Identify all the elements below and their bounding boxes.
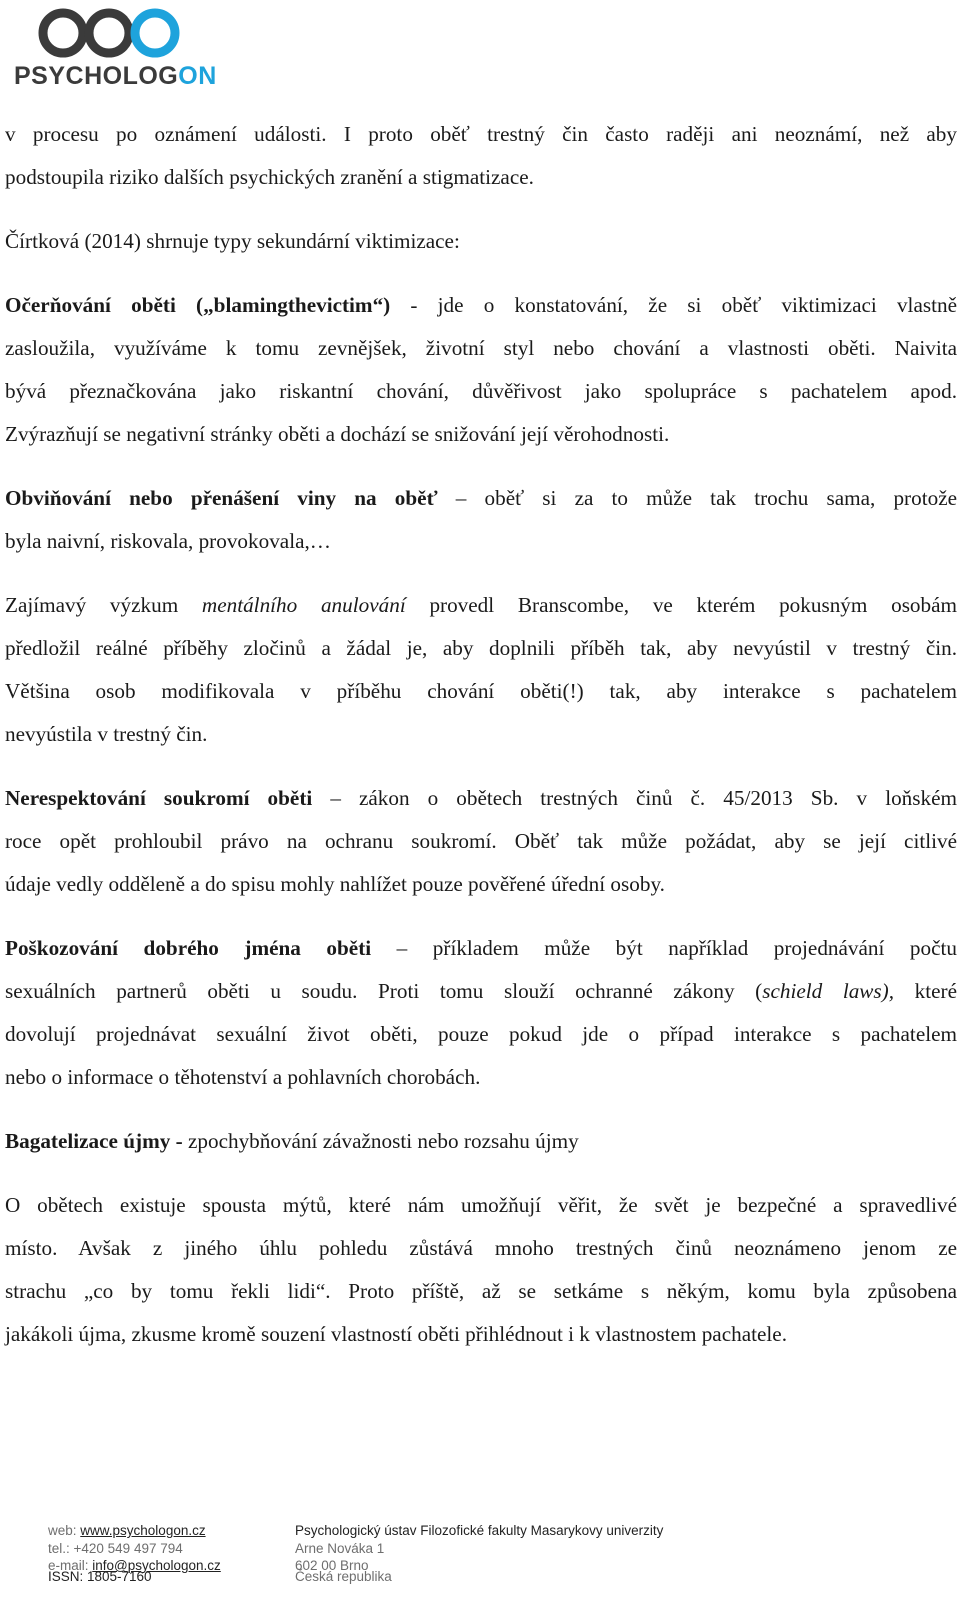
footer-contact: web: www.psychologon.cz tel.: +420 549 497 794 e-mail: info@psychologon.cz — [48, 1522, 288, 1575]
article-body — [5, 113, 957, 1377]
web-link[interactable]: www.psychologon.cz — [80, 1523, 206, 1538]
country: Česká republika — [295, 1569, 392, 1584]
institution-name: Psychologický ústav Filozofické fakulty Masarykovy univerzity — [295, 1523, 664, 1538]
term-trivialization: Bagatelizace újmy - — [5, 1129, 183, 1153]
term-privacy: Nerespektování soukromí oběti — [5, 786, 313, 810]
logo-wordmark: PSYCHOLOGON — [14, 62, 217, 90]
paragraph-mental-undoing: Zajímavý výzkum mentálního anulování provedl Branscombe, ve kterém pokusným osobám předložil reálné příběhy zločinů a žádal je, aby doplnili příběh tak, aby nevyústil v trestný čin. Většina osob modifikovala v příběhu chování oběti(!) tak, aby interakce s pachatelem nevyústila v trestný čin. — [5, 593, 958, 746]
paragraph-conclusion: O obětech existuje spousta mýtů, které nám umožňují věřit, že svět je bezpečné a spravedlivé místo. Avšak z jiného úhlu pohledu zůstává mnoho trestných činů neoznámeno jenom ze strachu „co by tomu řekli lidi“. Proto příště, až se setkáme s někým, komu byla způsobena jakákoli újma, zkusme kromě souzení vlastností oběti přihlédnout i k vlastnostem pachatele. — [5, 1193, 957, 1346]
paragraph-types-heading: Čírtková (2014) shrnuje typy sekundární viktimizace: — [5, 229, 460, 253]
paragraph-intro: v procesu po oznámení události. I proto oběť trestný čin často raději ani neoznámí, než aby podstoupila riziko dalších psychických zranění a stigmatizace. — [5, 122, 957, 189]
paragraph-guilt-transfer: Obviňování nebo přenášení viny na oběť – oběť si za to může tak trochu sama, protože byla naivní, riskovala, provokovala,… — [5, 486, 957, 553]
footer-address — [295, 1522, 855, 1575]
paragraph-reputation: Poškozování dobrého jména oběti – příkladem může být například projednávání počtu sexuálních partnerů oběti u soudu. Proti tomu slouží ochranné zákony (schield laws), které dovolují projednávat sexuální život oběti, pouze pokud jde o případ interakce s pachatelem nebo o informace o těhotenství a pohlavních chorobách. — [5, 936, 957, 1089]
issn: ISSN: 1805-7160 — [48, 1569, 152, 1584]
city-address: 602 00 Brno — [295, 1558, 369, 1573]
term-blaming: Očerňování oběti („blamingthevictim“) — [5, 293, 391, 317]
term-shield-laws: schield laws), — [762, 979, 895, 1003]
term-mental-undoing: mentálního anulování — [201, 593, 406, 617]
logo-rings-icon — [14, 6, 214, 62]
term-guilt-transfer: Obviňování nebo přenášení viny na oběť — [5, 486, 438, 510]
email-link[interactable]: info@psychologon.cz — [92, 1558, 221, 1573]
term-reputation: Poškozování dobrého jména oběti — [5, 936, 372, 960]
paragraph-trivialization: Bagatelizace újmy - zpochybňování závažnosti nebo rozsahu újmy — [5, 1129, 579, 1153]
phone-number: tel.: +420 549 497 794 — [48, 1540, 183, 1556]
psychologon-logo — [14, 6, 217, 90]
street-address: Arne Nováka 1 — [295, 1540, 385, 1556]
paragraph-blaming-victim: Očerňování oběti („blamingthevictim“) - jde o konstatování, že si oběť viktimizaci vlastně zasloužila, využíváme k tomu zevnějšek, životní styl nebo chování a vlastnosti oběti. Naivita bývá přeznačkována jako riskantní chování, důvěřivost jako spolupráce s pachatelem apod. Zvýrazňují se negativní stránky oběti a dochází se snižování její věrohodnosti. — [5, 293, 957, 446]
paragraph-privacy: Nerespektování soukromí oběti – zákon o obětech trestných činů č. 45/2013 Sb. v loňském roce opět prohloubil právo na ochranu soukromí. Oběť tak může požádat, aby se její citlivé údaje vedly odděleně a do spisu mohly nahlížet pouze pověřené úřední osoby. — [5, 786, 957, 896]
